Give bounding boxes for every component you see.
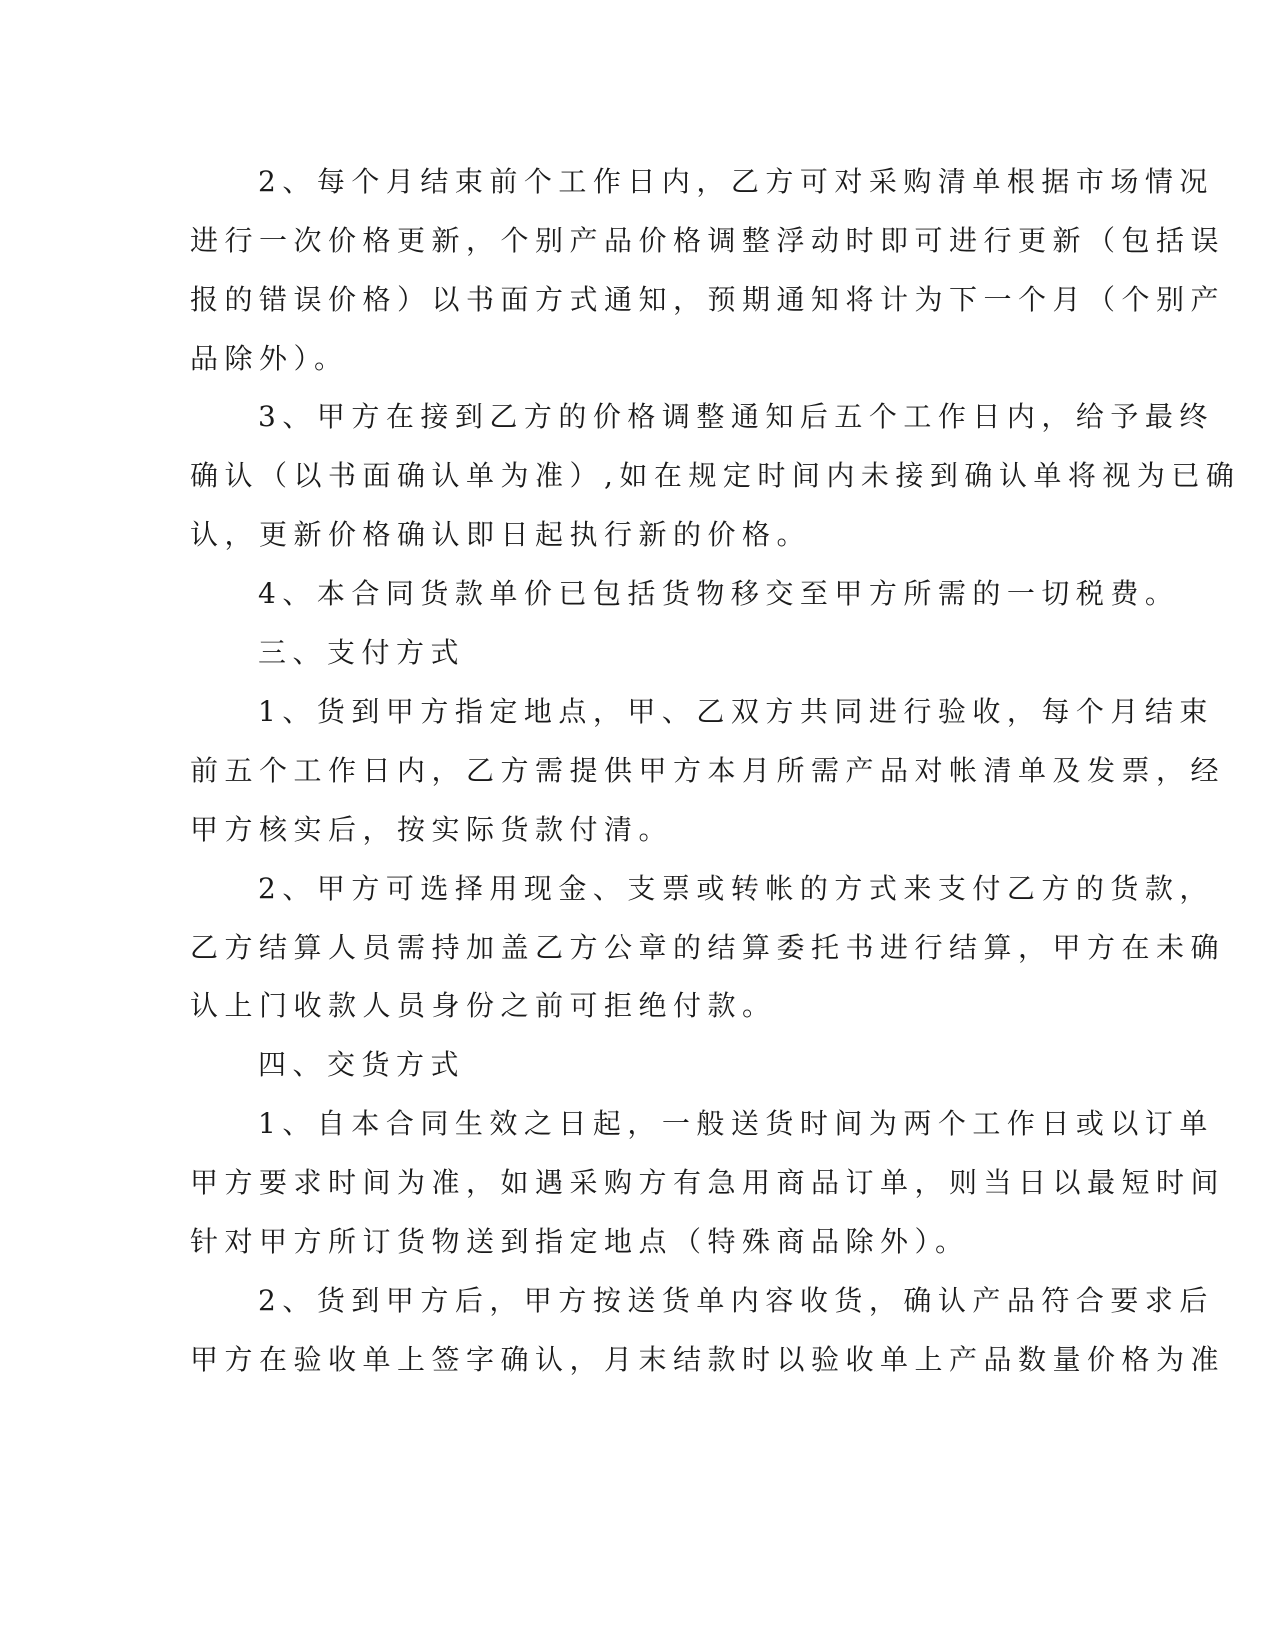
paragraph-line: 品除外）。	[190, 342, 349, 375]
paragraph-line: 2、货到甲方后，甲方按送货单内容收货，确认产品符合要求后	[258, 1284, 1214, 1317]
paragraph-line: 1、自本合同生效之日起，一般送货时间为两个工作日或以订单	[258, 1107, 1214, 1140]
paragraph-line: 前五个工作日内，乙方需提供甲方本月所需产品对帐清单及发票，经	[190, 754, 1226, 787]
paragraph-line: 确认（以书面确认单为准）,如在规定时间内未接到确认单将视为已确	[190, 459, 1241, 492]
paragraph-line: 3、甲方在接到乙方的价格调整通知后五个工作日内，给予最终	[258, 400, 1214, 433]
paragraph-line: 认上门收款人员身份之前可拒绝付款。	[190, 989, 777, 1022]
paragraph-line: 1、货到甲方指定地点，甲、乙双方共同进行验收，每个月结束	[258, 695, 1214, 728]
paragraph-line: 进行一次价格更新，个别产品价格调整浮动时即可进行更新（包括误	[190, 224, 1226, 257]
paragraph-line: 2、每个月结束前个工作日内，乙方可对采购清单根据市场情况	[258, 165, 1214, 198]
paragraph-line: 乙方结算人员需持加盖乙方公章的结算委托书进行结算，甲方在未确	[190, 931, 1226, 964]
paragraph-line: 4、本合同货款单价已包括货物移交至甲方所需的一切税费。	[258, 577, 1180, 610]
paragraph-line: 甲方在验收单上签字确认，月末结款时以验收单上产品数量价格为准	[190, 1343, 1226, 1376]
section-heading: 四、交货方式	[258, 1048, 466, 1081]
paragraph-line: 2、甲方可选择用现金、支票或转帐的方式来支付乙方的货款，	[258, 872, 1214, 905]
section-heading: 三、支付方式	[258, 636, 466, 669]
paragraph-line: 报的错误价格）以书面方式通知，预期通知将计为下一个月（个别产	[190, 283, 1226, 316]
paragraph-line: 甲方核实后，按实际货款付清。	[190, 813, 674, 846]
paragraph-line: 针对甲方所订货物送到指定地点（特殊商品除外）。	[190, 1225, 970, 1258]
paragraph-line: 甲方要求时间为准，如遇采购方有急用商品订单，则当日以最短时间	[190, 1166, 1226, 1199]
paragraph-line: 认，更新价格确认即日起执行新的价格。	[190, 518, 812, 551]
